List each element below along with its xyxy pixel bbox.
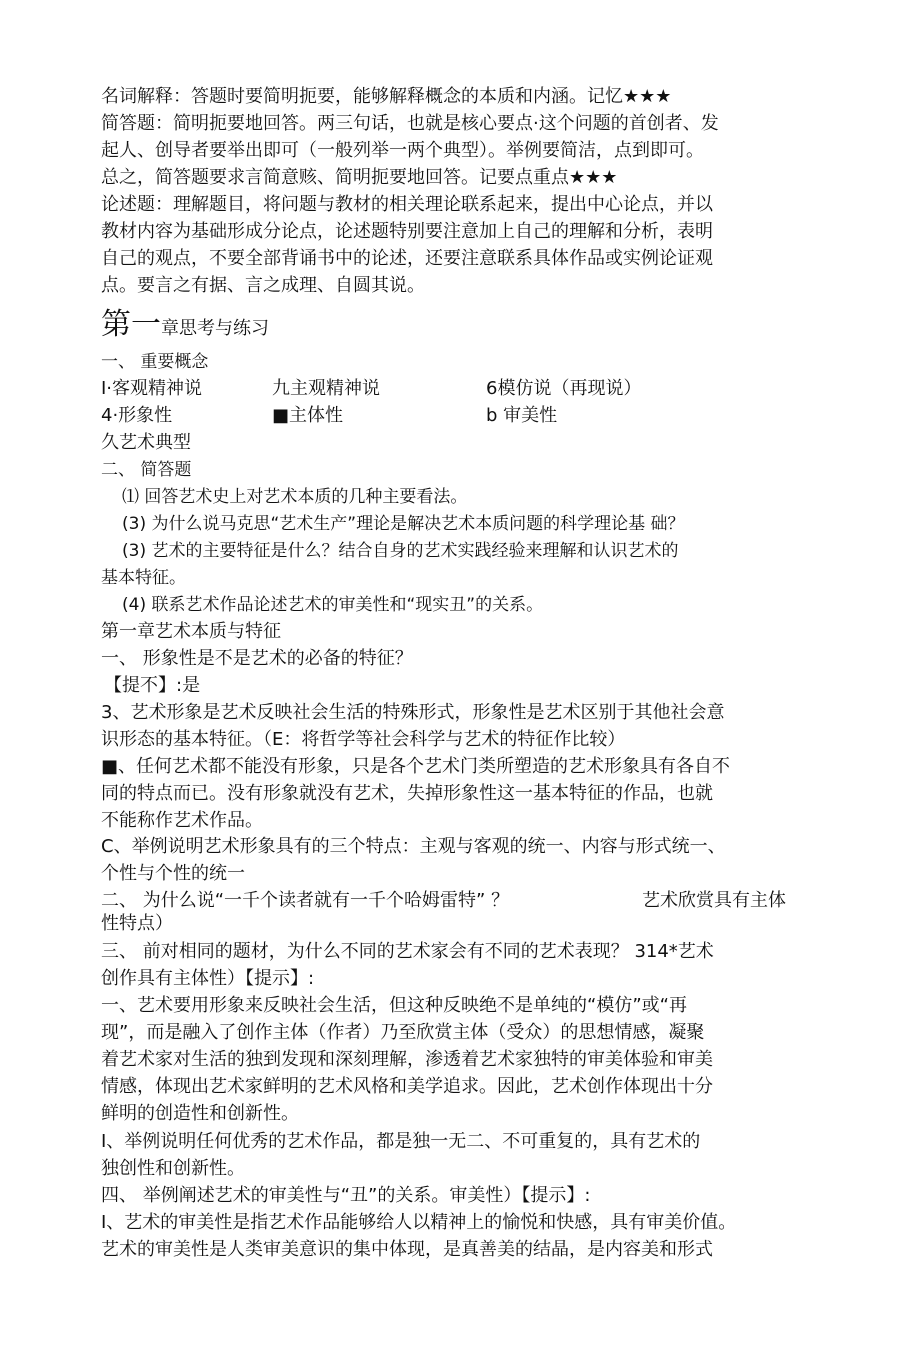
intro-line: 论述题：理解题目，将问题与教材的相关理论联系起来，提出中心论点，并以: [101, 194, 713, 215]
question-heading: 二、 为什么说“一千个读者就有一千个哈姆雷特” ？: [101, 890, 510, 911]
paragraph-line: ■、任何艺术都不能没有形象，只是各个艺术门类所塑造的艺术形象具有各自不: [101, 756, 731, 777]
paragraph-line: 艺术的审美性是人类审美意识的集中体现，是真善美的结晶，是内容美和形式: [101, 1239, 713, 1260]
intro-line: 简答题：简明扼要地回答。两三句话，也就是核心要点·这个问题的首创者、发: [101, 113, 719, 134]
paragraph-line: 一、艺术要用形象来反映社会生活，但这种反映绝不是单纯的“模仿”或“再: [101, 995, 687, 1016]
paragraph-line: 个性与个性的统一: [101, 863, 245, 884]
intro-line: 教材内容为基础形成分论点，论述题特别要注意加上自己的理解和分析，表明: [101, 221, 713, 242]
question-heading: 创作具有主体性）【提示】:: [101, 968, 315, 989]
question-item: (4) 联系艺术作品论述艺术的审美性和“现实丑”的关系。: [122, 595, 544, 615]
paragraph-line: 鲜明的创造性和创新性。: [101, 1103, 299, 1124]
concept-item: 九主观精神说: [272, 378, 380, 399]
intro-line: 名词解释：答题时要简明扼要，能够解释概念的本质和内涵。记忆★★★: [101, 86, 672, 107]
concept-item: b 审美性: [486, 405, 558, 426]
question-item: (3) 为什么说马克思“艺术生产”理论是解决艺术本质问题的科学理论基 础？: [122, 514, 685, 534]
concept-item: 久艺术典型: [101, 432, 191, 453]
paragraph-line: 同的特点而已。没有形象就没有艺术，失掉形象性这一基本特征的作品，也就: [101, 783, 713, 804]
intro-line: 起人、创导者要举出即可（一般列举一两个典型）。举例要简洁，点到即可。: [101, 140, 704, 161]
chapter-heading-rest: 章思考与练习: [161, 318, 269, 339]
chapter-heading: [101, 305, 269, 349]
chapter-title: 第一章艺术本质与特征: [101, 621, 281, 642]
intro-line: 自己的观点，不要全部背诵书中的论述，还要注意联系具体作品或实例论证观: [101, 248, 713, 269]
question-heading: 一、 形象性是不是艺术的必备的特征？: [101, 648, 413, 669]
paragraph-line: 独创性和创新性。: [101, 1158, 245, 1179]
chapter-heading-large: 第一: [101, 307, 161, 342]
question-item: (3) 艺术的主要特征是什么？结合自身的艺术实践经验来理解和认识艺术的: [122, 541, 679, 561]
question-heading: 四、 举例阐述艺术的审美性与“丑”的关系。审美性）【提示】:: [101, 1185, 591, 1206]
paragraph-line: 情感，体现出艺术家鲜明的艺术风格和美学追求。因此，艺术创作体现出十分: [101, 1076, 713, 1097]
paragraph-line: I、艺术的审美性是指艺术作品能够给人以精神上的愉悦和快感，具有审美价值。: [101, 1212, 737, 1233]
concept-item: ■主体性: [272, 405, 344, 426]
question-note: 艺术欣赏具有主体: [642, 890, 786, 911]
paragraph-line: 3、艺术形象是艺术反映社会生活的特殊形式，形象性是艺术区别于其他社会意: [101, 702, 725, 723]
question-heading: 三、 前对相同的题材，为什么不同的艺术家会有不同的艺术表现？ 314*艺术: [101, 941, 714, 962]
section-title: 二、 简答题: [101, 460, 192, 480]
section-title: 一、 重要概念: [101, 352, 209, 372]
paragraph-line: 着艺术家对生活的独到发现和深刻理解，渗透着艺术家独特的审美体验和审美: [101, 1049, 713, 1070]
paragraph-line: C、举例说明艺术形象具有的三个特点：主观与客观的统一、内容与形式统一、: [101, 836, 726, 857]
paragraph-line: 现”，而是融入了创作主体（作者）乃至欣赏主体（受众）的思想情感，凝聚: [101, 1022, 705, 1043]
hint-label: 【提不】:是: [104, 675, 201, 696]
concept-item: 6模仿说（再现说）: [486, 378, 642, 399]
concept-item: 4·形象性: [101, 405, 173, 426]
paragraph-line: 不能称作艺术作品。: [101, 810, 263, 831]
question-note: 性特点）: [101, 913, 173, 934]
concept-item: I·客观精神说: [101, 378, 203, 399]
question-item: ⑴ 回答艺术史上对艺术本质的几种主要看法。: [122, 487, 468, 507]
intro-line: 总之，简答题要求言简意赅、简明扼要地回答。记要点重点★★★: [101, 167, 618, 188]
question-item: 基本特征。: [101, 568, 186, 588]
paragraph-line: 识形态的基本特征。（E：将哲学等社会科学与艺术的特征作比较）: [101, 729, 626, 750]
intro-line: 点。要言之有据、言之成理、自圆其说。: [101, 275, 425, 296]
paragraph-line: I、举例说明任何优秀的艺术作品，都是独一无二、不可重复的，具有艺术的: [101, 1131, 701, 1152]
